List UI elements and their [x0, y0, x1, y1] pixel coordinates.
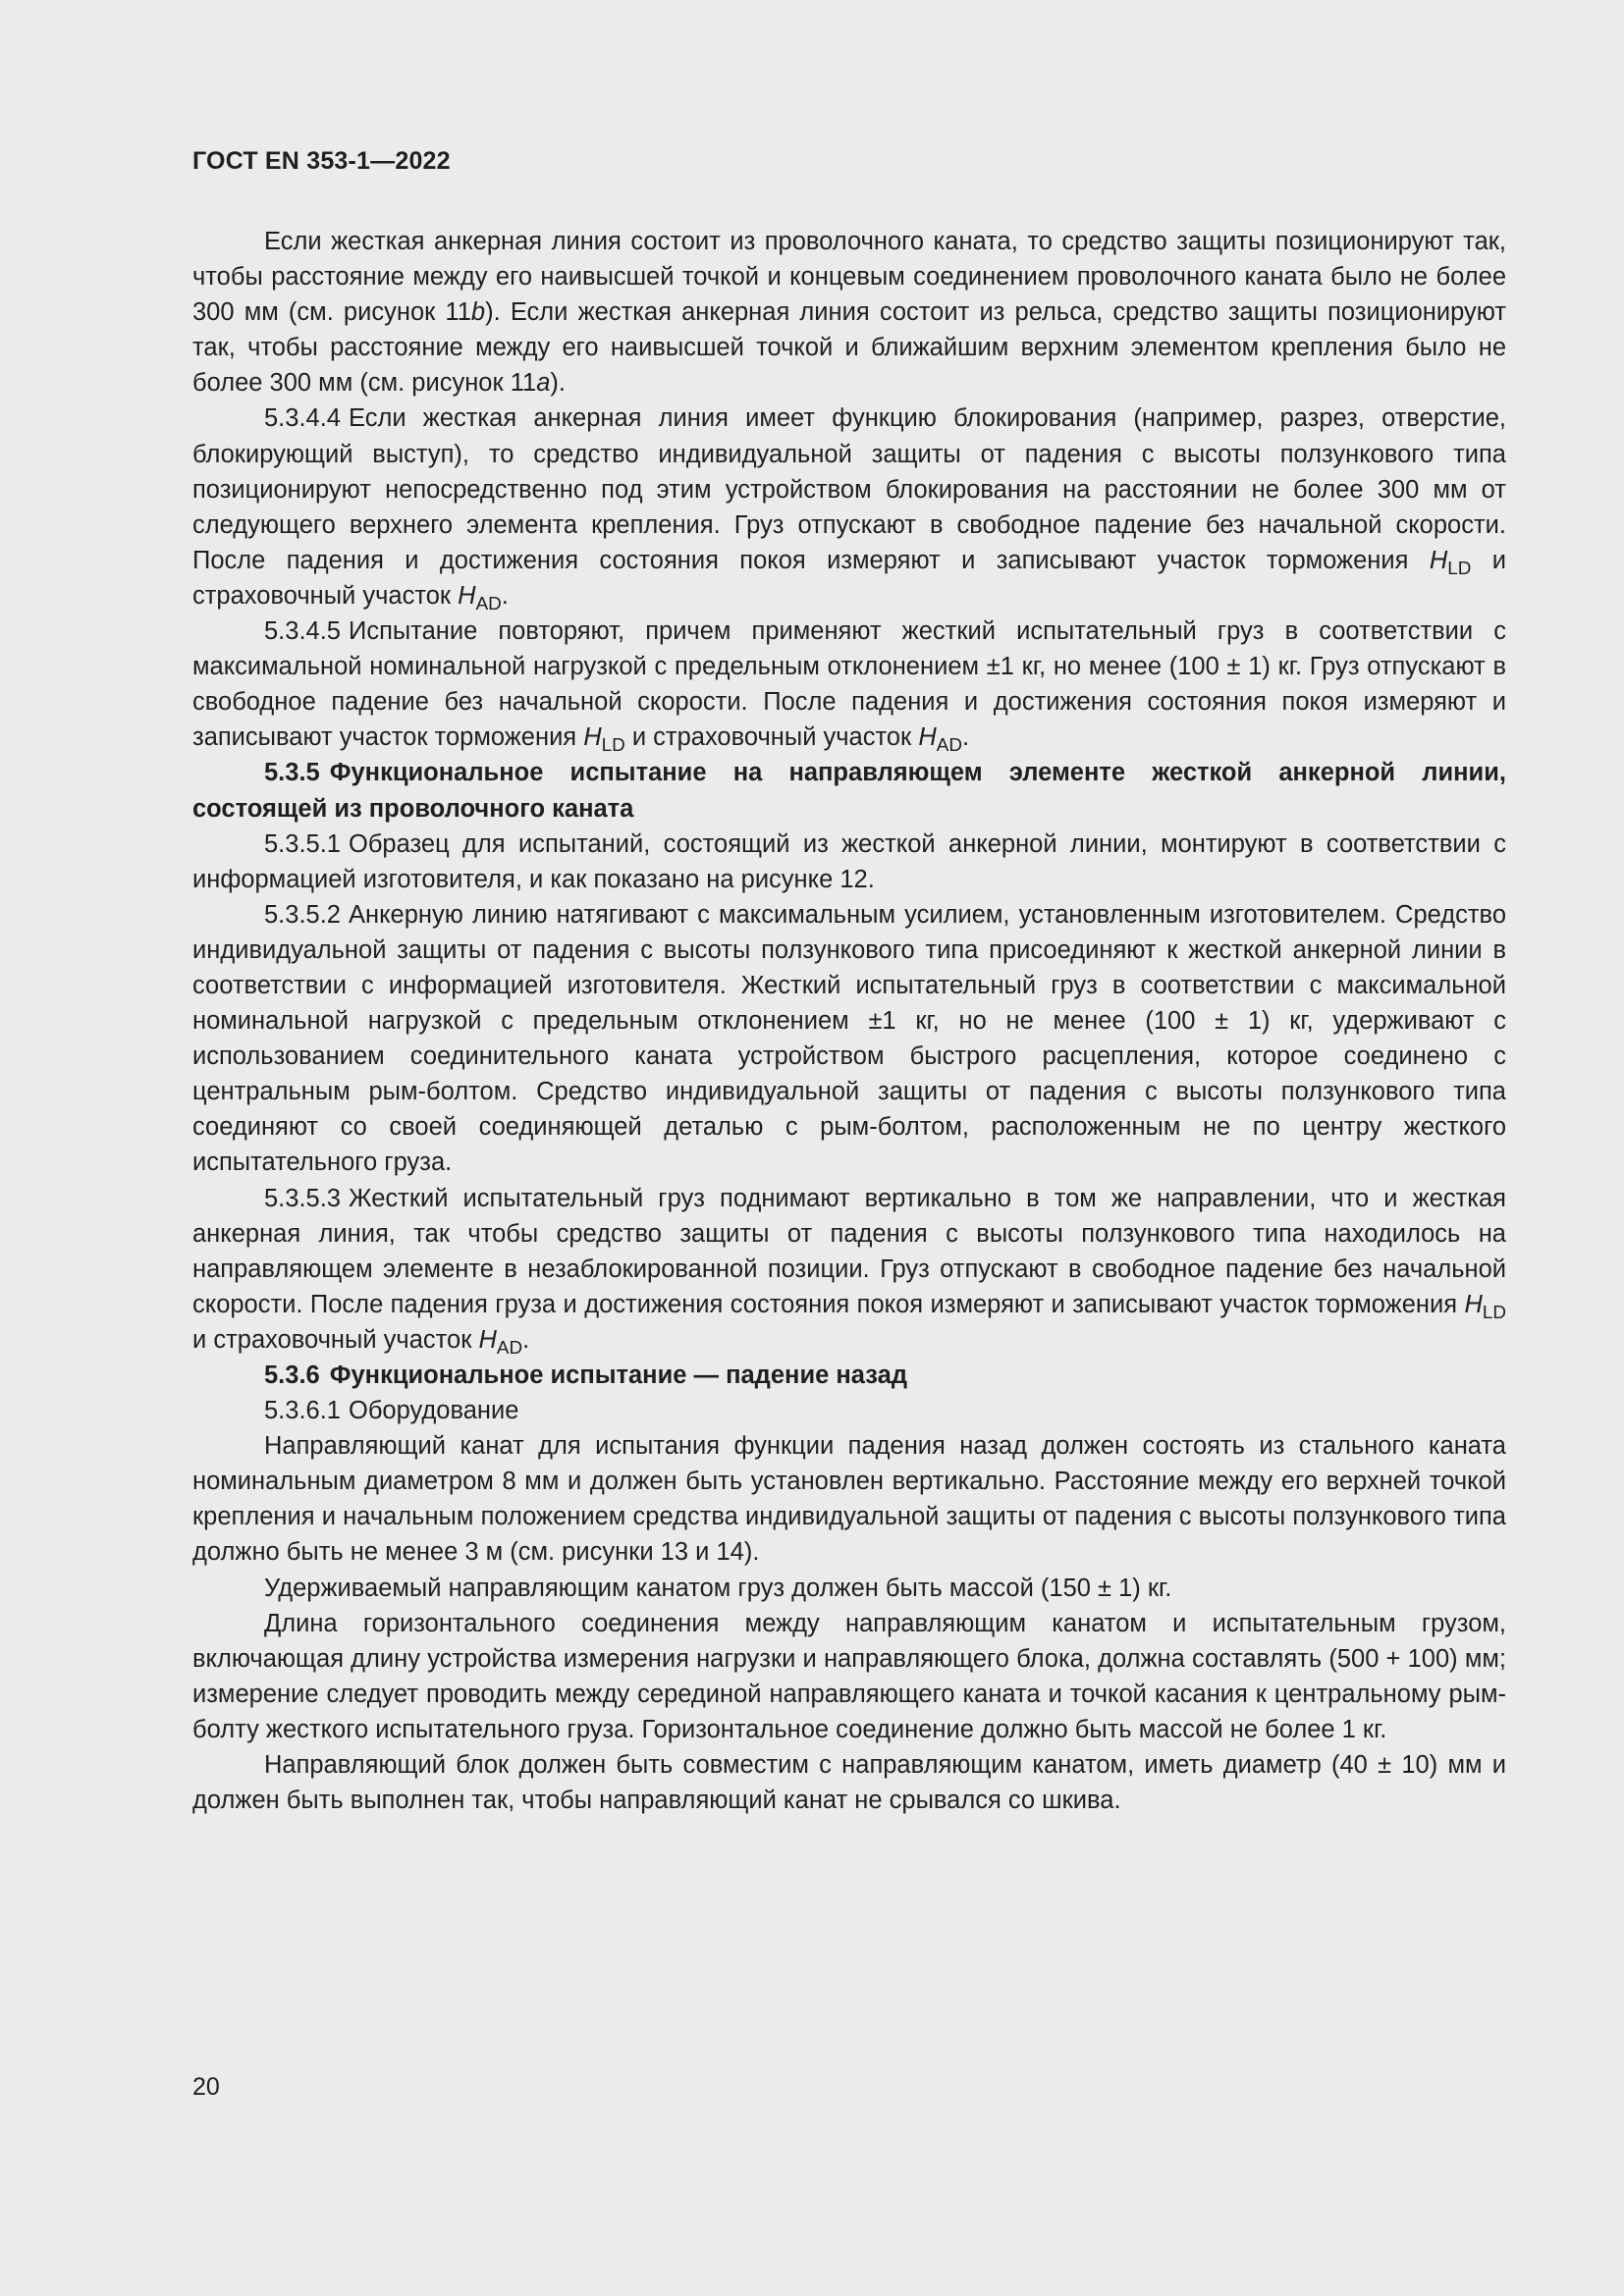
clause-5-3-6-1: 5.3.6.1 Оборудование	[264, 1397, 519, 1425]
paragraph-guide-pulley: Направляющий блок должен быть совместим с направляющим канатом, иметь диаметр (40 ± 10) мм и должен быть выполнен так, чтобы направляющий канат не срывался со шкива.	[192, 1751, 1506, 1815]
clause-5-3-5-1: 5.3.5.1 Образец для испытаний, состоящий из жесткой анкерной линии, монтируют в соответствии с информацией изготовителя, и как показано на рисунке 12.	[192, 829, 1506, 893]
page-number: 20	[192, 2073, 220, 2101]
clause-number: 5.3.6.1	[264, 1397, 341, 1425]
section-number: 5.3.5	[264, 759, 320, 787]
section-number: 5.3.6	[264, 1362, 320, 1389]
paragraph-rigid-line-positioning: Если жесткая анкерная линия состоит из проволочного каната, то средство защиты позиционируют так, чтобы расстояние между его наивысшей точкой и концевым соединением проволочного каната было не более 300 мм (см. рисунок 11b). Если жесткая анкерная линия состоит из рельса, средство защиты позиционируют так, чтобы расстояние между его наивысшей точкой и ближайшим верхним элементом крепления было не более 300 мм (см. рисунок 11a).	[192, 228, 1506, 398]
clause-number: 5.3.5.2	[264, 900, 341, 929]
document-body	[192, 224, 1506, 1818]
clause-5-3-5-3: 5.3.5.3 Жесткий испытательный груз поднимают вертикально в том же направлении, что и жесткая анкерная линия, так чтобы средство защиты от падения с высоты ползункового типа находилось на направляющем элементе в незаблокированной позиции. Груз отпускают в свободное падение без начальной скорости. После падения груза и достижения состояния покоя измеряют и записывают участок торможения $H_{LD}$ и страховочный участок $H_{AD}$.	[192, 1184, 1506, 1358]
section-heading-5-3-6: 5.3.6 Функциональное испытание — падение назад	[264, 1362, 907, 1389]
clause-5-3-4-4: 5.3.4.4 Если жесткая анкерная линия имеет функцию блокирования (например, разрез, отверстие, блокирующий выступ), то средство индивидуальной защиты от падения с высоты ползункового типа позиционируют непосредственно под этим устройством блокирования на расстоянии не более 300 мм от следующего верхнего элемента крепления. Груз отпускают в свободное падение без начальной скорости. После падения и достижения состояния покоя измеряют и записывают участок торможения $H_{LD}$ и страховочный участок $H_{AD}$.	[192, 404, 1506, 614]
clause-number: 5.3.5.3	[264, 1184, 341, 1212]
section-heading-5-3-5: 5.3.5 Функциональное испытание на направляющем элементе жесткой анкерной линии, состоящей из проволочного каната	[192, 759, 1506, 823]
document-header: ГОСТ EN 353-1—2022	[192, 147, 451, 175]
paragraph-horizontal-connection: Длина горизонтального соединения между направляющим канатом и испытательным грузом, включающая длину устройства измерения нагрузки и направляющего блока, должна составлять (500 + 100) мм; измерение следует проводить между серединой направляющего каната и точкой касания к центральному рым-болту жесткого испытательного груза. Горизонтальное соединение должно быть массой не более 1 кг.	[192, 1609, 1506, 1743]
clause-5-3-4-5: 5.3.4.5 Испытание повторяют, причем применяют жесткий испытательный груз в соответствии с максимальной номинальной нагрузкой с предельным отклонением ±1 кг, но менее (100 ± 1) кг. Груз отпускают в свободное падение без начальной скорости. После падения и достижения состояния покоя измеряют и записывают участок торможения $H_{LD}$ и страховочный участок $H_{AD}$.	[192, 617, 1506, 756]
clause-5-3-5-2: 5.3.5.2 Анкерную линию натягивают с максимальным усилием, установленным изготовителем. Средство индивидуальной защиты от падения с высоты ползункового типа присоединяют к жесткой анкерной линии в соответствии с информацией изготовителя. Жесткий испытательный груз в соответствии с максимальной номинальной нагрузкой с предельным отклонением ±1 кг, но не менее (100 ± 1) кг, удерживают с использованием соединительного каната устройством быстрого расцепления, которое соединено с центральным рым-болтом. Средство индивидуальной защиты от падения с высоты ползункового типа соединяют со своей соединяющей деталью с рым-болтом, расположенным не по центру жесткого испытательного груза.	[192, 900, 1506, 1177]
clause-number: 5.3.5.1	[264, 829, 341, 858]
clause-number: 5.3.4.5	[264, 617, 341, 646]
clause-number: 5.3.4.4	[264, 404, 341, 433]
paragraph-guide-rope: Направляющий канат для испытания функции падения назад должен состоять из стального каната номинальным диаметром 8 мм и должен быть установлен вертикально. Расстояние между его верхней точкой крепления и начальным положением средства индивидуальной защиты от падения с высоты ползункового типа должно быть не менее 3 м (см. рисунки 13 и 14).	[192, 1432, 1506, 1567]
paragraph-load-mass: Удерживаемый направляющим канатом груз должен быть массой (150 ± 1) кг.	[264, 1574, 1172, 1602]
